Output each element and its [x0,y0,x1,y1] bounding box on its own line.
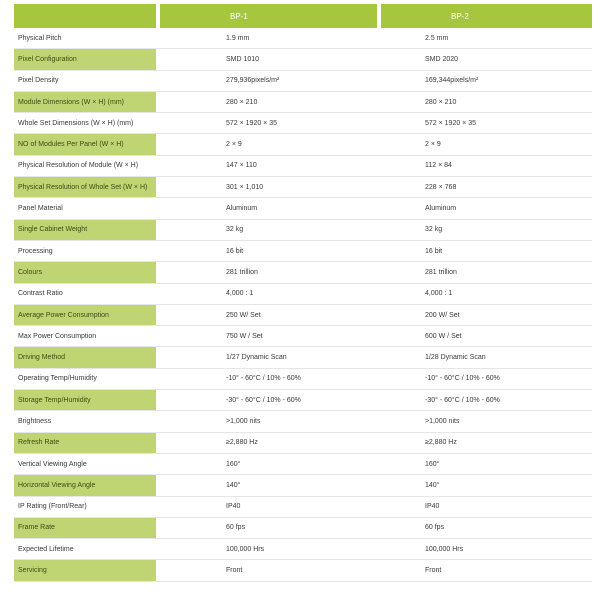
table-row [14,219,592,240]
table-row [14,113,592,134]
spec-table-body [14,28,592,581]
table-row [14,198,592,219]
spec-value-bp1: 32 kg [160,219,377,240]
table-row [14,347,592,368]
spec-value-bp1: 4,000 : 1 [160,283,377,304]
spec-sheet [14,4,592,582]
spec-value-bp1: -30° - 60°C / 10% - 60% [160,390,377,411]
header-blank-cell [14,4,156,28]
table-row [14,368,592,389]
spec-value-bp2: 228 × 768 [381,177,592,198]
spec-label: Module Dimensions (W × H) (mm) [14,91,156,112]
spec-value-bp1: Aluminum [160,198,377,219]
spec-label: Pixel Density [14,70,156,91]
spec-value-bp1: 1/27 Dynamic Scan [160,347,377,368]
spec-value-bp2: 200 W/ Set [381,304,592,325]
spec-label: Physical Resolution of Module (W × H) [14,155,156,176]
table-row [14,177,592,198]
spec-value-bp2: 140° [381,475,592,496]
spec-value-bp1: 147 × 110 [160,155,377,176]
spec-value-bp1: 2 × 9 [160,134,377,155]
table-row [14,91,592,112]
spec-value-bp2: 160° [381,453,592,474]
spec-value-bp1: 1.9 mm [160,28,377,49]
spec-value-bp2: 280 × 210 [381,91,592,112]
spec-value-bp1: 281 trillion [160,262,377,283]
spec-value-bp1: 572 × 1920 × 35 [160,113,377,134]
spec-label: Average Power Consumption [14,304,156,325]
table-row [14,262,592,283]
spec-value-bp1: SMD 1010 [160,49,377,70]
column-header-bp2: BP-2 [381,4,592,28]
table-row [14,283,592,304]
spec-value-bp1: 16 bit [160,240,377,261]
spec-value-bp2: -30° - 60°C / 10% - 60% [381,390,592,411]
table-row [14,155,592,176]
table-row [14,432,592,453]
table-row [14,560,592,581]
spec-label: Vertical Viewing Angle [14,453,156,474]
spec-label: Frame Rate [14,517,156,538]
spec-label: Expected Lifetime [14,539,156,560]
spec-label: NO of Modules Per Panel (W × H) [14,134,156,155]
table-row [14,390,592,411]
spec-label: Operating Temp/Humidity [14,368,156,389]
table-row [14,517,592,538]
spec-label: Contrast Ratio [14,283,156,304]
spec-value-bp2: 4,000 : 1 [381,283,592,304]
table-row [14,411,592,432]
spec-value-bp1: ≥2,880 Hz [160,432,377,453]
spec-value-bp1: 60 fps [160,517,377,538]
spec-value-bp1: >1,000 nits [160,411,377,432]
spec-value-bp1: 280 × 210 [160,91,377,112]
table-row [14,475,592,496]
spec-value-bp2: 16 bit [381,240,592,261]
spec-label: Pixel Configuration [14,49,156,70]
spec-label: Colours [14,262,156,283]
spec-value-bp2: Aluminum [381,198,592,219]
spec-value-bp2: 32 kg [381,219,592,240]
spec-label: Panel Material [14,198,156,219]
spec-value-bp2: SMD 2020 [381,49,592,70]
spec-label: Horizontal Viewing Angle [14,475,156,496]
spec-label: Processing [14,240,156,261]
spec-value-bp2: Front [381,560,592,581]
spec-label: IP Rating (Front/Rear) [14,496,156,517]
spec-value-bp2: 1/28 Dynamic Scan [381,347,592,368]
spec-value-bp1: 279,936pixels/m² [160,70,377,91]
spec-value-bp1: 301 × 1,010 [160,177,377,198]
table-row [14,326,592,347]
spec-value-bp2: IP40 [381,496,592,517]
spec-label: Physical Resolution of Whole Set (W × H) [14,177,156,198]
table-row [14,70,592,91]
table-row [14,539,592,560]
spec-value-bp1: 750 W / Set [160,326,377,347]
column-header-bp1: BP-1 [160,4,377,28]
spec-value-bp2: 100,000 Hrs [381,539,592,560]
spec-value-bp2: ≥2,880 Hz [381,432,592,453]
spec-value-bp2: 572 × 1920 × 35 [381,113,592,134]
spec-value-bp2: >1,000 nits [381,411,592,432]
spec-value-bp1: IP40 [160,496,377,517]
spec-value-bp1: Front [160,560,377,581]
table-row [14,134,592,155]
spec-label: Brightness [14,411,156,432]
table-row [14,304,592,325]
spec-value-bp2: 281 trillion [381,262,592,283]
spec-value-bp2: 60 fps [381,517,592,538]
spec-label: Storage Temp/Humidity [14,390,156,411]
spec-value-bp2: 2.5 mm [381,28,592,49]
spec-value-bp2: 600 W / Set [381,326,592,347]
spec-label: Servicing [14,560,156,581]
spec-label: Refresh Rate [14,432,156,453]
spec-value-bp1: 140° [160,475,377,496]
spec-value-bp1: 250 W/ Set [160,304,377,325]
spec-value-bp1: 160° [160,453,377,474]
spec-table [14,4,592,582]
spec-value-bp2: 112 × 84 [381,155,592,176]
spec-label: Max Power Consumption [14,326,156,347]
header-row [14,4,592,28]
spec-label: Physical Pitch [14,28,156,49]
spec-value-bp2: -10° - 60°C / 10% - 60% [381,368,592,389]
spec-label: Whole Set Dimensions (W × H) (mm) [14,113,156,134]
spec-value-bp2: 2 × 9 [381,134,592,155]
spec-value-bp2: 169,344pixels/m² [381,70,592,91]
spec-label: Driving Method [14,347,156,368]
table-row [14,453,592,474]
table-row [14,49,592,70]
table-row [14,240,592,261]
table-row [14,28,592,49]
spec-label: Single Cabinet Weight [14,219,156,240]
table-row [14,496,592,517]
spec-value-bp1: -10° - 60°C / 10% - 60% [160,368,377,389]
spec-value-bp1: 100,000 Hrs [160,539,377,560]
